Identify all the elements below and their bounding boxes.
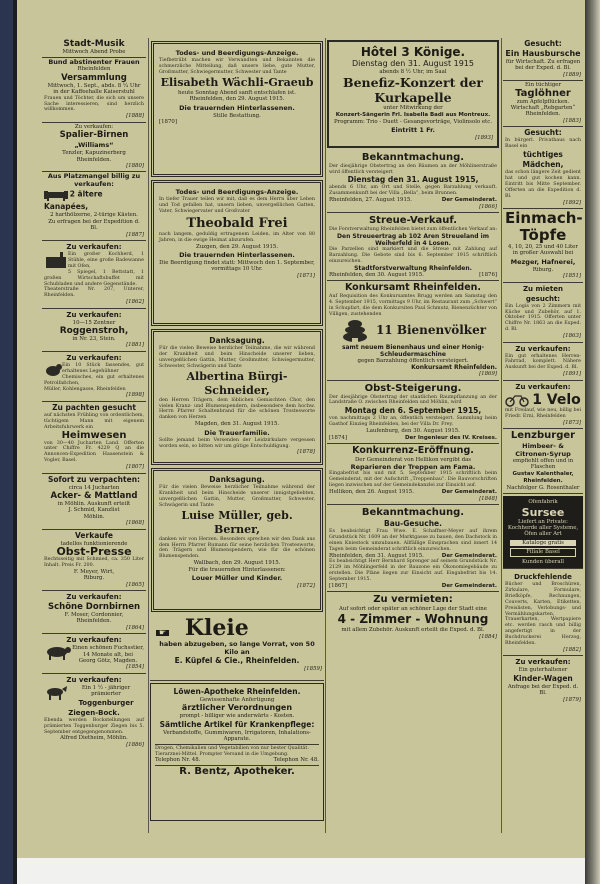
ad-big: ärztlicher Verordnungen bbox=[181, 703, 293, 713]
ad-konkursamt bbox=[327, 281, 499, 380]
ad-line: Programm: Trio - Duett - Gesangsvorträge, Violinsolo etc. bbox=[334, 118, 492, 125]
ad-place: Möhlin. bbox=[83, 513, 105, 520]
notice-text: Für die vielen Beweise herzlicher Teilnahme, die wir während der Krankheit und beim Hinscheide unserer lieben, unvergeßlichen Gattin, Mutter, Großmutter, Schwiegermutter, Schwester, Schwägerin und Tante bbox=[159, 346, 315, 369]
notice-number: [1872] bbox=[297, 583, 315, 590]
notice-name: Albertina Bürgi-Schneider, bbox=[186, 369, 288, 397]
ad-big: Lenzburger bbox=[510, 429, 576, 441]
ad-sign: Der Ingenieur des IV. Kreises. bbox=[404, 434, 497, 441]
ad-kleie bbox=[150, 615, 324, 681]
ad-place: Riburg. bbox=[83, 575, 105, 582]
ad-roggen bbox=[42, 309, 146, 352]
ad-place: Rheinfelden. bbox=[76, 156, 112, 163]
ad-number: [1867] bbox=[329, 582, 347, 589]
ad-text: Der diesjährige Obstertrag der staatlichen Baumpflanzung an der Landstraße O. zwischen Rheinfelden und Möhlin, wird bbox=[329, 394, 497, 406]
ad-hotel bbox=[327, 40, 499, 148]
ad-big: Sämtliche Artikel für Krankenpflege: bbox=[159, 719, 315, 729]
ad-name: F. Meyer, Wirt, bbox=[73, 568, 115, 575]
notice-sign: Für die trauernden Hinterlassenen: bbox=[188, 566, 286, 573]
notice-title: Todes- und Beerdigungs-Anzeige. bbox=[175, 188, 299, 196]
ad-number: [1883] bbox=[563, 117, 581, 124]
ad-text: Die Forstverwaltung Rheinfelden bietet zum öffentlichen Verkauf an: bbox=[329, 227, 497, 233]
ad-big: Reparieren der Treppen am Fama. bbox=[350, 463, 476, 472]
ad-title: Gesucht: bbox=[524, 128, 562, 138]
ad-title: Bekanntmachung. bbox=[361, 506, 465, 518]
ad-text: Ebenda werden Bockstellungen auf prämierten Toggenburger Ziegen bis 5. September entgegengenommen. bbox=[44, 717, 144, 735]
ad-text: Bücher und Broschüren, Zirkulare, Formulare, Briefköpfe, Rechnungen, Couverts, Karten, Etiketten, Preislisten, Verlobungs- und Vermählungskarten, Trauerkarten, Wertpapiere etc. werden rasch und billig angefertigt in der Buchdruckerei Herzog, Rheinfelden. bbox=[505, 581, 581, 647]
notice-name: Theobald Frei bbox=[186, 215, 288, 231]
ad-text: 5 Spiegel, 1 Bettstatt, 1 großen Wirtschaftsbuffet mit Schubladen und andere Gegenstände. bbox=[44, 269, 144, 287]
ad-line: Liefert an Private: Kochherde aller Systeme, Öfen aller Art bbox=[507, 518, 579, 538]
notice-text: Für die vielen Beweise herzlicher Teilnahme während der Krankheit und beim Hinscheide unserer innigstgeliebten, unvergeßlichen Gattin, Mutter, Großmutter, Schwester, Schwägerin und Tante bbox=[159, 485, 315, 508]
ad-title: Obst-Steigerung. bbox=[364, 382, 462, 394]
ad-line: Auf sofort oder später an schöner Lage der Stadt eine bbox=[339, 605, 487, 612]
ad-line: Mittwoch, 1. Sept., abds. 8 ¼ Uhr bbox=[47, 82, 141, 89]
ad-big: Toggenburger Ziegen-Bock. bbox=[68, 698, 134, 717]
ad-price: Eintritt 1 Fr. bbox=[391, 126, 435, 135]
ad-presse bbox=[42, 530, 146, 591]
ad-text: auf nächsten Frühling von ordentlichem, tüchtigem Mann mit eigenem Arbeitsfuhrwerk ein bbox=[44, 412, 144, 430]
ad-big: Kinder-Wagen bbox=[513, 673, 573, 683]
book-spine bbox=[0, 0, 13, 884]
notice-title: Danksagung. bbox=[209, 336, 265, 345]
ad-place: Riburg. bbox=[532, 266, 554, 273]
ad-number: [1882] bbox=[563, 646, 581, 653]
ad-line: samt neuem Bienenhaus und einer Honig-Schleudermaschine bbox=[341, 343, 485, 358]
ad-title: Ofenfabrik bbox=[528, 499, 558, 506]
ad-big: Ein Hausbursche bbox=[505, 49, 581, 58]
ad-text: von nachmittags 2 Uhr an, öffentlich versteigert. Sammlung beim Gasthof Einzieg Rheinfelden, bei der Villa Dr. Frey. bbox=[329, 416, 497, 428]
ad-text: Theaterstraße Nr. 207, Unterer, Rheinfelden. bbox=[44, 287, 144, 299]
ad-title: Zu vermieten: bbox=[373, 593, 453, 605]
ad-text: In bürgerl. Privathaus nach Basel ein bbox=[505, 138, 581, 150]
notice-title: Danksagung. bbox=[209, 475, 265, 484]
ad-title: Zu verkaufen: bbox=[515, 382, 571, 391]
ad-einmach bbox=[503, 209, 583, 283]
notice-text: Stille Bestattung. bbox=[213, 112, 261, 119]
ad-place: Rheinfelden, den 31. August 1915. bbox=[329, 552, 424, 559]
ad-title: Konkursamt Rheinfelden. bbox=[344, 282, 482, 294]
ad-acker bbox=[42, 474, 146, 530]
bull-icon bbox=[44, 645, 72, 661]
ad-kuechen bbox=[42, 241, 146, 309]
ad-big: Schöne Dornbirnen bbox=[47, 602, 141, 613]
sofa-icon bbox=[44, 188, 68, 202]
ad-bekanntmachung-2 bbox=[327, 505, 499, 592]
ad-big: Töpfe bbox=[519, 226, 567, 244]
ad-place: Rheinfelden, den 30. August 1915. bbox=[329, 271, 424, 278]
ad-line: Dienstag den 31. August 1915 bbox=[352, 59, 474, 68]
notice-name: Elisabeth Wächli-Graeub bbox=[160, 75, 314, 89]
ad-text: Tierarznei-Mittel. Prompter Versand in die Umgebung. bbox=[155, 751, 289, 757]
ad-title: Zu verkaufen: bbox=[66, 310, 122, 319]
notice-text: Die Beerdigung findet statt: Mittwoch den 1. September, vormittags 10 Uhr. bbox=[159, 259, 315, 273]
ad-petrol bbox=[42, 352, 146, 402]
ad-title: Ein tüchtiger bbox=[524, 82, 562, 89]
ad-number: [1876] bbox=[479, 271, 497, 278]
ad-bekanntmachung-1 bbox=[327, 150, 499, 213]
ad-number: [1874] bbox=[329, 434, 347, 441]
ad-number: [1898] bbox=[126, 392, 144, 399]
ad-number: [1854] bbox=[126, 664, 144, 671]
ad-text: abends 6 Uhr, am Ort und Stelle, gegen Barzahlung verkauft. Zusammenkunft bei der Villa „Bella“, beim Brunnen. bbox=[329, 185, 497, 197]
ad-line: für Wirtschaft. Zu erfragen bei der Exped. d. Bl. bbox=[505, 59, 581, 72]
ad-title: Gesucht: bbox=[524, 39, 562, 48]
notice-place: Rheinfelden, den 29. August 1915. bbox=[189, 96, 285, 103]
ad-taglohner bbox=[503, 81, 583, 127]
notice-text: In tiefer Trauer teilen wir mit, daß es dem Herrn über Leben und Tod gefallen hat, unsern lieben, unvergeßlichen Gatten, Vater, Schwiegervater und Großvater bbox=[159, 197, 315, 214]
notice-sign: Die trauernden Hinterlassenen. bbox=[179, 103, 295, 112]
ad-place: Rheinfelden, 27. August 1915. bbox=[329, 197, 413, 204]
ad-title: Zu verkaufen: bbox=[515, 658, 571, 667]
ad-sign: Der Gemeinderat. bbox=[441, 489, 497, 496]
notice-number: [1870] bbox=[159, 118, 177, 125]
ad-name: Mezger, Hafnerei, bbox=[510, 257, 576, 266]
ad-title: Verkaufe bbox=[75, 530, 113, 540]
ad-vermieten bbox=[327, 592, 499, 642]
ad-title: Zu verkaufen: bbox=[74, 123, 114, 130]
page-binding bbox=[585, 0, 600, 884]
ad-line: mit allem Zubehör. Auskunft erteilt die Exped. d. Bl. bbox=[341, 627, 485, 634]
ad-number: [1865] bbox=[126, 581, 144, 588]
ad-name: Georg Götz, Magden. bbox=[78, 658, 138, 665]
ad-sign: Konkursamt Rheinfelden. bbox=[411, 364, 497, 372]
ad-line: haben abzugeben, so lange Vorrat, von 50 Kilo an bbox=[159, 640, 315, 656]
ad-title: Sofort zu verpachten: bbox=[47, 474, 141, 484]
ad-hausbursche bbox=[503, 38, 583, 81]
ad-line: Der Gemeinderat von Hellikon vergibt das bbox=[354, 456, 472, 463]
ad-sub: „Williams“ bbox=[74, 141, 114, 150]
notice-sign: Louer Müller und Kinder. bbox=[191, 574, 283, 583]
ad-number: [1868] bbox=[126, 520, 144, 527]
ad-dornbirnen bbox=[42, 591, 146, 634]
ad-place: Rheinfelden. bbox=[76, 618, 112, 625]
column-rule bbox=[325, 38, 326, 833]
ad-title: Konkurrenz-Eröffnung. bbox=[352, 444, 474, 456]
ad-place: Laufenburg, den 30. August 1915. bbox=[366, 428, 460, 435]
ad-title: Zu verkaufen: bbox=[66, 243, 122, 251]
ad-number: [1866] bbox=[479, 203, 497, 210]
ad-line: Nachfolger G. Rosenthaler bbox=[506, 484, 580, 491]
ad-number: [1893] bbox=[475, 135, 493, 142]
ad-line: in großer Auswahl bei bbox=[512, 250, 574, 257]
notice-mueller bbox=[151, 468, 323, 612]
ad-text: Es beabsichtigt Herr Bernhard Sprenger auf seinem Grundstück Nr. 2129 im Möhlingerfeld in der Bauzone ein Ökonomiegebäude zu erstellen. Die Pläne liegen zur Einsicht auf. Eingabefrist bis 14. September 1915. bbox=[329, 558, 497, 582]
ad-title: Druckfehlende bbox=[514, 572, 572, 581]
ad-line: prämierter bbox=[91, 691, 121, 698]
ad-number: [1891] bbox=[563, 371, 581, 378]
ad-number: [1863] bbox=[563, 333, 581, 340]
ad-title: Streue-Verkauf. bbox=[368, 215, 458, 227]
ad-title: Bund abstinenter Frauen bbox=[48, 58, 140, 67]
ad-text: Ein großer Kochherd, 1 Stühle, eine große Badewanne mit Ofen, bbox=[68, 252, 144, 269]
ad-line: abends 8 ½ Uhr, im Saal bbox=[379, 69, 447, 75]
ad-name: F. Moser, Cordonnier, bbox=[64, 612, 124, 619]
ad-title: Stadt-Musik bbox=[63, 39, 125, 49]
ad-title: Zu pachten gesucht bbox=[52, 402, 136, 412]
ad-name: Wirtschaft „Rebgarten“ bbox=[510, 105, 576, 112]
ad-text: Der diesjährige Obstertrag an den Bäumen an der Möhlinerstraße wird öffentlich versteigert bbox=[329, 163, 497, 175]
ad-line: 10—15 Zentner bbox=[72, 319, 116, 326]
notice-number: [1871] bbox=[297, 272, 315, 279]
ad-line: Filiale Basel bbox=[510, 548, 576, 556]
ad-lenzburger bbox=[503, 429, 583, 494]
ad-telephone: Telephon Nr. 48. bbox=[273, 757, 319, 764]
ad-number: [1887] bbox=[126, 231, 144, 238]
ad-text: mit Freilauf, wie neu, billig bei Friedr. Erni, Rheinfelden bbox=[505, 407, 581, 419]
ad-number: [1892] bbox=[563, 199, 581, 206]
ad-text: von 30—40 Jucharten Land. Offerten unter Chiffre Fr. 4229 Q an die Annoncen-Expedition Haasenstein & Vogler, Basel. bbox=[44, 440, 144, 464]
ad-number: [1851] bbox=[563, 273, 581, 280]
hen-icon bbox=[44, 363, 62, 377]
ad-line: Gewissenhafte Anfertigung bbox=[199, 697, 275, 703]
notice-sign: Die trauernden Hinterlassenen. bbox=[179, 250, 295, 259]
ad-name: J. Schmid, Kanzlist bbox=[68, 507, 120, 514]
column-3 bbox=[327, 38, 499, 642]
notice-text: den Herren Trägern, dem löblichen Gemischten Chor, den vielen Kranz- und Blumenspendern, insbesondere dem hochw. Herrn Pfarrer Schaltenbrand für die schönen Trostesworte danken von Herzen bbox=[159, 397, 315, 421]
ad-number: [1873] bbox=[563, 419, 581, 426]
ad-text: das schon längere Zeit gedient hat und gut kochen kann. Eintritt bis Mitte September. Offerten an die Expedition d. Bl. bbox=[505, 170, 581, 199]
ad-line: unter Mitwirkung der bbox=[383, 105, 443, 112]
ad-text: Auf Requisition des Konkursamtes Brugg werden am Samstag den 4. September 1915, vormittags 9 Uhr, im Restaurant zum „Schwert“ in Schupfart, die dem Konkursiten Paul Schmutz, Bienenzüchter von Villigen, zustehenden bbox=[329, 294, 497, 317]
notice-text: nach langem, geduldig ertragenem Leiden, im Alter von 80 Jahren, in die ewige Heimat abzurufen. bbox=[159, 231, 315, 243]
ad-line: Konzert-Sängerin Frl. Isabella Badi aus Montreux. bbox=[335, 111, 491, 118]
notice-text: heute Sonntag Abend sanft entschlafen ist. bbox=[178, 89, 296, 96]
ad-sign: Der Gemeinderat. bbox=[441, 582, 497, 589]
ad-line: zum Apfelpflücken. bbox=[516, 98, 570, 105]
ad-line: Kataloge gratis bbox=[510, 540, 576, 546]
ad-line: in der Kaffeehalle Kaiserstuhl bbox=[53, 89, 135, 96]
bicycle-icon bbox=[505, 393, 529, 407]
ad-number: [1889] bbox=[563, 71, 581, 78]
ad-text: Rechtsseitig mit Schmied, ca. 350 Liter Inhalt. Preis Fr. 200. bbox=[44, 557, 144, 568]
ad-line: Ein 1 ½ - jähriger bbox=[81, 684, 131, 691]
ad-line: in Möhlin. Auskunft erteilt bbox=[57, 500, 131, 507]
ad-place: Rheinfelden. bbox=[525, 111, 561, 118]
notice-place: Zuzgen, den 29. August 1915. bbox=[195, 243, 279, 250]
ad-number: [1879] bbox=[563, 696, 581, 703]
column-rule bbox=[501, 38, 502, 833]
ad-sursee bbox=[503, 496, 583, 569]
ad-big: Acker- & Mattland bbox=[50, 490, 138, 501]
notice-buergi bbox=[151, 329, 323, 465]
ad-big: Obst-Presse bbox=[56, 545, 132, 558]
ad-big: Sursee bbox=[521, 505, 565, 519]
ad-streue bbox=[327, 213, 499, 281]
ad-birnen bbox=[42, 123, 146, 173]
notice-title: Todes- und Beerdigungs-Anzeige. bbox=[175, 49, 299, 57]
ad-name: E. Küpfel & Cie., Rheinfelden. bbox=[174, 656, 300, 665]
notice-text: danken wir von Herzen. Besonders sprechen wir den Dank aus dem Herrn Pfarrer Rumann für seine herzlichen Trostesworte, den Trägern und Blumenspendern, wie für die schönen Blumenspenden. bbox=[159, 536, 315, 560]
ad-name: Gustav Kalenthaler, Rheinfelden. bbox=[512, 470, 574, 484]
ad-name: Alfred Dietheim, Möhlin. bbox=[60, 735, 128, 742]
notice-number: [1878] bbox=[297, 449, 315, 456]
ad-sub: Rheinfelden bbox=[77, 66, 111, 73]
ad-title: Bekanntmachung. bbox=[361, 151, 465, 163]
ad-big: Einmach- bbox=[505, 209, 583, 227]
ad-number: [1880] bbox=[126, 162, 144, 169]
ad-big: Montag den 6. September 1915, bbox=[344, 406, 482, 416]
ad-big: Benefiz-Konzert der Kurkapelle bbox=[343, 75, 483, 106]
scan-margin bbox=[17, 858, 585, 884]
goat-icon bbox=[44, 685, 68, 701]
ad-place: Hellikon, den 26. August 1915. bbox=[329, 489, 414, 496]
ad-number: [1859] bbox=[304, 666, 322, 672]
notice-place: Wallbach, den 29. August 1915. bbox=[193, 560, 281, 567]
ad-title: Löwen-Apotheke Rheinfelden. bbox=[173, 687, 301, 696]
ad-line: prompt - billiger wie anderwärts - Kosten. bbox=[179, 713, 295, 720]
ad-stadtmusik bbox=[42, 38, 146, 58]
column-2 bbox=[150, 38, 324, 823]
ad-text: Frauen und Töchter, die sich um unsere Sache interessieren, sind herzlich willkommen. bbox=[44, 95, 144, 113]
ad-item: 2 harthölzerne, 2-türige Kästen. bbox=[50, 212, 138, 219]
ad-number: [1869] bbox=[479, 371, 497, 378]
ad-big: 4 - Zimmer - Wohnung bbox=[337, 612, 489, 627]
ad-number: [1807] bbox=[126, 464, 144, 471]
ad-druck bbox=[503, 571, 583, 656]
ad-line: Ein guterhaltener bbox=[518, 667, 568, 674]
ad-text: Drogen, Chemikalien und Vegetabilien von nur bester Qualität. bbox=[155, 745, 309, 751]
ad-title: Versammlung bbox=[61, 72, 127, 83]
column-rule bbox=[148, 38, 149, 833]
ad-ziegen bbox=[42, 674, 146, 750]
ad-line: Verbandstoffe, Gummiwaren, Irrigatoren, Inhalations-Apparate. bbox=[163, 729, 311, 743]
ad-line: empfiehlt offen und in Flaschen bbox=[512, 457, 574, 471]
ad-line: circa 14 Jucharten bbox=[68, 484, 120, 491]
ad-kinderwagen bbox=[503, 656, 583, 705]
ad-velo bbox=[503, 381, 583, 429]
ad-line: Citronen-Syrup bbox=[515, 449, 571, 458]
column-1 bbox=[42, 38, 146, 750]
ad-big: 11 Bienenvölker bbox=[375, 323, 487, 338]
ad-big: Dienstag den 31. August 1915, bbox=[347, 175, 479, 185]
notice-text: Tiefbetrübt machen wir Verwandten und Bekannten die schmerzliche Mitteilung, daß unsere liebe, gute Mutter, Großmutter, Schwiegermutter, Schwester und Tante bbox=[159, 58, 315, 75]
ad-telephone: Telephon Nr. 48. bbox=[155, 757, 201, 764]
ad-title: Zu verkaufen: bbox=[66, 353, 122, 362]
ad-apotheke bbox=[150, 683, 324, 821]
ad-obst-steigerung bbox=[327, 381, 499, 444]
ad-mieten bbox=[503, 283, 583, 343]
ad-line: Himbeer- & bbox=[522, 441, 564, 450]
ad-text: Ein Logis von 2 Zimmern mit Küche und Zubehör, auf 1. Oktober 1915. Offerten unter Chiffre Nr. 1863 an die Exped. d. Bl. bbox=[505, 303, 581, 333]
ad-text: Die Parzellen sind markiert und die Streue mit Zahlung auf Barzahlung. Die Gebote sind bis 6. September 1915 schriftlich einzureichen. bbox=[329, 246, 497, 264]
ad-sign: Stadtforstverwaltung Rheinfelden. bbox=[354, 264, 472, 272]
notice-sign: Die Trauerfamilie. bbox=[204, 428, 270, 437]
ad-line: Mittwoch Abend Probe bbox=[62, 49, 126, 55]
notice-place: Magden, den 31. August 1915. bbox=[194, 421, 280, 428]
ad-line: Einen schönen Fuchsstier, bbox=[72, 645, 144, 652]
notice-frei bbox=[151, 180, 323, 326]
stove-icon bbox=[44, 252, 68, 270]
ad-title: Zu verkaufen: bbox=[66, 593, 122, 602]
ad-line: gegen Barzahlung öffentlich versteigert. bbox=[357, 357, 469, 364]
ad-line: 4, 10, 20, 25 und 40 Liter bbox=[508, 244, 578, 250]
ad-title: Aus Platzmangel billig zu verkaufen: bbox=[47, 172, 141, 188]
ad-big: Heimwesen bbox=[61, 429, 127, 441]
ad-number: [1864] bbox=[126, 624, 144, 631]
ad-sub: in Nr. 23, Stein. bbox=[72, 336, 116, 343]
ad-line: 14 Monate alt, bei bbox=[83, 651, 133, 658]
ad-kanapee bbox=[42, 172, 146, 241]
ad-line: Zu erfragen bei der Expedition d. Bl. bbox=[48, 218, 140, 232]
ad-name: R. Bentz, Apotheker. bbox=[179, 765, 295, 777]
ad-big: tüchtiges Mädchen, bbox=[522, 150, 564, 170]
ad-number: [1848] bbox=[479, 495, 497, 502]
ad-title: Hôtel 3 Könige. bbox=[360, 45, 466, 59]
ad-title: Zu mieten gesucht: bbox=[522, 284, 563, 303]
ad-line: Anfrage bei der Exped. d. Bl. bbox=[507, 683, 579, 697]
ad-heimwesen bbox=[42, 402, 146, 474]
ad-number: [1862] bbox=[126, 299, 144, 306]
beehive-icon bbox=[340, 318, 370, 344]
ad-frauen bbox=[42, 58, 146, 122]
ad-item: 2 ältere Kanapées, bbox=[44, 189, 103, 212]
ad-line: Kunden überall bbox=[521, 558, 565, 565]
ad-title: Zu verkaufen: bbox=[66, 675, 122, 684]
ad-big: Den Streueertrag ab 102 Aren Streueland im Weiherfeld in 4 Losen. bbox=[337, 232, 489, 247]
ad-maedchen bbox=[503, 127, 583, 209]
ad-fahrrad bbox=[503, 343, 583, 381]
ad-sub: Bau-Gesuche. bbox=[384, 518, 442, 528]
ad-text: Ein 10 Stück fassendes, gut erhaltenes Legehühner bbox=[62, 362, 144, 374]
notice-name: Luise Müller, geb. Berner, bbox=[181, 508, 293, 536]
ad-text: Chemisches, ein gut erhaltenes Petrolfaßchen, bbox=[44, 374, 144, 386]
ad-konkurrenz bbox=[327, 444, 499, 505]
ad-sub: tadellos funktionierende bbox=[60, 540, 128, 547]
ad-title: Zu verkaufen: bbox=[66, 636, 122, 645]
ad-big: Kleie bbox=[184, 615, 249, 641]
column-4 bbox=[503, 38, 583, 705]
pointing-hand-icon: ☛ bbox=[156, 630, 169, 636]
ad-fuchs bbox=[42, 634, 146, 674]
notice-waechli bbox=[151, 41, 323, 177]
ad-big: 1 Velo bbox=[532, 391, 581, 408]
ad-number: [1886] bbox=[126, 741, 144, 748]
ad-number: [1881] bbox=[126, 342, 144, 349]
ad-big: Taglöhner bbox=[515, 87, 571, 99]
ad-number: [1884] bbox=[479, 633, 497, 640]
ad-sign: Der Gemeinderat. bbox=[441, 197, 497, 204]
ad-big: Roggenstroh, bbox=[59, 326, 129, 337]
notice-text: Sollte jemand beim Versenden der Leidzirkulare vergessen worden sein, so bitten wir um gütige Entschuldigung. bbox=[159, 437, 315, 449]
ad-big: Spalier-Birnen bbox=[59, 130, 129, 141]
ad-text: Ein gut erhaltenes Herren-Fahrrad, komplett. Nähere Auskunft bei der Exped. d. Bl. bbox=[505, 353, 581, 371]
ad-text: Eingabefrist bis und mit 5. September 1915 schriftlich beim Gemeinderat, mit der Aufschrift „Treppenbau“. Die Bauvorschriften liegen inzwischen auf der Gemeindekanzlei zur Einsicht auf. bbox=[329, 471, 497, 489]
ad-text: Es beabsichtigt Frau Wwe. E. Schaffner-Meyer auf ihrem Grundstück Nr. 1609 an der Marktgasse zu bauen, den Dachstock in einen Kniestock umzubauen. Allfällige Einsprachen sind innert 14 Tagen beim Gemeinderat schriftlich einzureichen. bbox=[329, 528, 497, 552]
ad-text: Müller, Kohlengasse, Rheinfelden bbox=[44, 386, 126, 392]
ad-sign: Der Gemeinderat. bbox=[441, 552, 497, 559]
ad-number: [1888] bbox=[126, 113, 144, 120]
ad-name: Tenzler, Kapuzinerberg bbox=[62, 150, 126, 157]
ad-title: Zu verkaufen: bbox=[515, 344, 571, 353]
